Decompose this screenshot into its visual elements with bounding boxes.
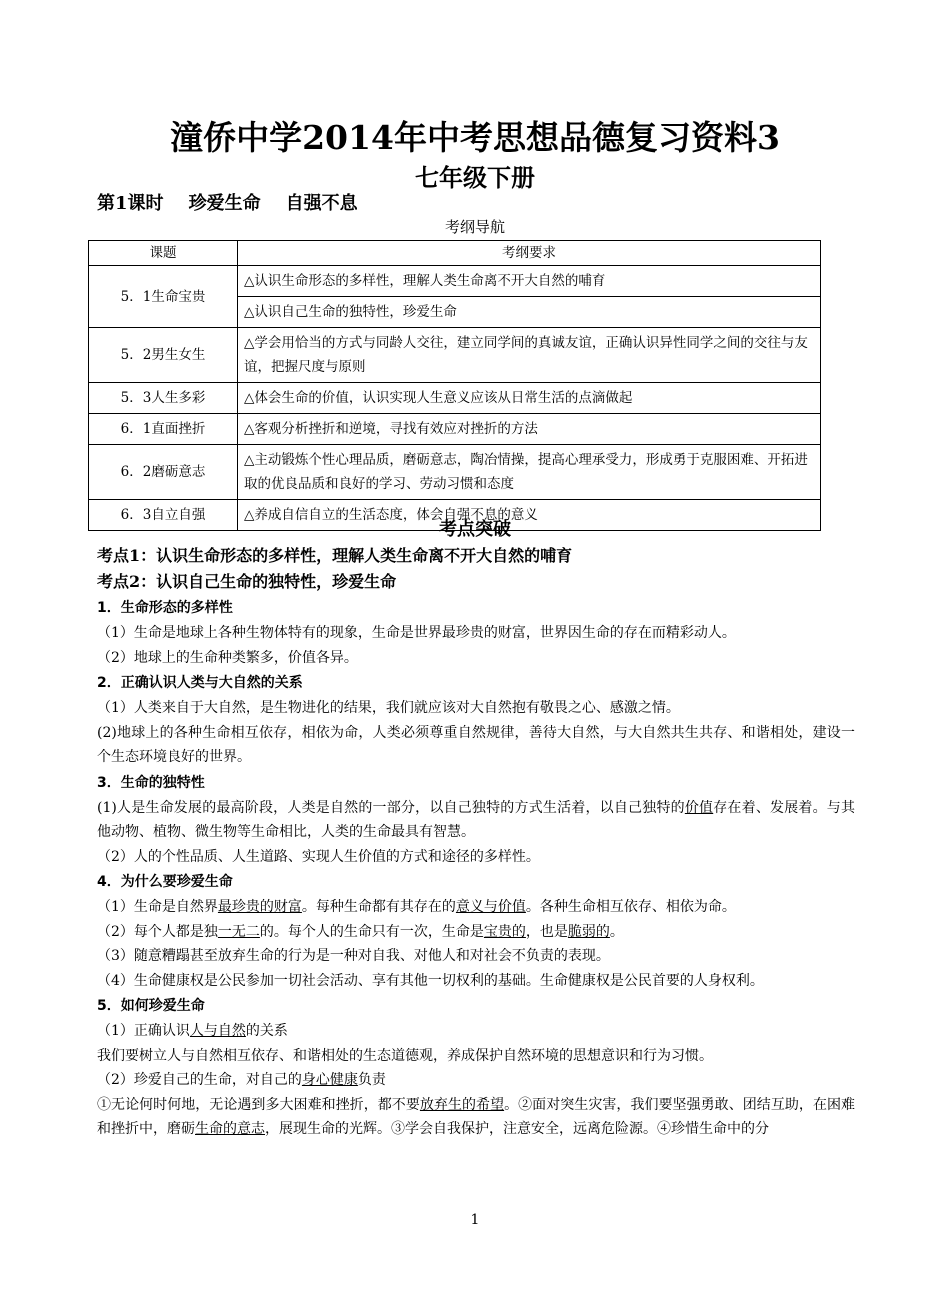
text-run: 负责 — [357, 1072, 386, 1088]
paragraph: （4）生命健康权是公民参加一切社会活动、享有其他一切权利的基础。生命健康权是公民首要的人身权利。 — [97, 972, 764, 989]
paragraph: 我们要树立人与自然相互依存、和谐相处的生态道德观，养成保护自然环境的思想意识和行为习惯。 — [97, 1047, 713, 1064]
table-row — [89, 266, 821, 297]
page-number: 1 — [470, 1212, 480, 1228]
paragraph — [97, 1093, 855, 1142]
document-subtitle: 七年级下册 — [415, 163, 535, 192]
section-heading: 3．生命的独特性 — [97, 774, 205, 791]
outline-caption: 考纲导航 — [444, 218, 505, 236]
topic-cell: 5．1生命宝贵 — [89, 266, 238, 328]
paragraph: （1）人类来自于大自然，是生物进化的结果，我们就应该对大自然抱有敬畏之心、感激之情。 — [97, 700, 680, 716]
paragraph: （2）地球上的生命种类繁多，价值各异。 — [97, 649, 358, 666]
section-heading: 5．如何珍爱生命 — [97, 998, 205, 1014]
topic-cell: 5．3人生多彩 — [89, 383, 238, 414]
underlined-term: 宝贵的 — [483, 923, 526, 940]
table-row — [89, 383, 821, 414]
paragraph — [97, 1068, 855, 1093]
paragraph — [97, 796, 855, 845]
text-run: 。 — [609, 923, 624, 940]
requirement-cell: △客观分析挫折和逆境，寻找有效应对挫折的方法 — [238, 414, 821, 445]
text-run: 的关系 — [245, 1023, 288, 1039]
document-title: 潼侨中学2014年中考思想品德复习资料3 — [170, 118, 780, 157]
text-run: ，也是 — [525, 923, 568, 940]
section-heading: 4．为什么要珍爱生命 — [97, 874, 233, 890]
underlined-term: 生命的意志 — [195, 1121, 265, 1137]
section-heading: 2．正确认识人类与大自然的关系 — [97, 675, 303, 691]
section-title: 考点突破 — [439, 519, 511, 540]
paragraph: （3）随意糟蹋甚至放弃生命的行为是一种对自我、对他人和对社会不负责的表现。 — [97, 948, 610, 964]
exam-point-2: 考点2：认识自己生命的独特性，珍爱生命 — [97, 572, 397, 591]
text-run: （2）珍爱自己的生命，对自己的 — [97, 1072, 302, 1088]
text-run: ，展现生命的光辉。③学会自我保护，注意安全，远离危险源。④珍惜生命中的分 — [265, 1121, 769, 1137]
exam-point-1: 考点1：认识生命形态的多样性，理解人类生命离不开大自然的哺育 — [97, 546, 573, 565]
topic-cell: 6．3自立自强 — [89, 500, 238, 531]
underlined-term: 意义与价值 — [455, 899, 526, 915]
paragraph: （1）生命是地球上各种生物体特有的现象，生命是世界最珍贵的财富，世界因生命的存在而精彩动人。 — [97, 625, 736, 641]
text-run: (1)人是生命发展的最高阶段，人类是自然的一部分，以自己独特的方式生活着，以自己独特的 — [97, 799, 685, 816]
underlined-term: 价值 — [684, 799, 714, 816]
requirement-cell: △主动锻炼个性心理品质，磨砺意志，陶冶情操，提高心理承受力，形成勇于克服困难、开拓进取的优良品质和良好的学习、劳动习惯和态度 — [238, 445, 821, 500]
underlined-term: 脆弱的 — [567, 923, 610, 940]
topic-cell: 6．1直面挫折 — [89, 414, 238, 445]
paragraph — [97, 920, 855, 945]
text-run: 存在着、发展着。与其他动物、植物、微生物等生命相比，人类的生命最具有智慧。 — [97, 799, 855, 840]
table-row — [89, 328, 821, 383]
topic-cell: 6．2磨砺意志 — [89, 445, 238, 500]
text-run: 的。每个人的生命只有一次，生命是 — [259, 923, 484, 940]
text-run: 。各种生命相互依存、相依为命。 — [525, 899, 736, 915]
underlined-term: 一无二 — [217, 923, 260, 940]
header-requirements: 考纲要求 — [238, 241, 821, 266]
paragraph — [97, 1019, 855, 1044]
requirement-cell: △养成自信自立的生活态度，体会自强不息的意义 — [238, 500, 821, 531]
requirement-cell: △认识自己生命的独特性，珍爱生命 — [238, 297, 821, 328]
paragraph — [97, 895, 855, 920]
outline-header-row — [89, 241, 821, 266]
underlined-term: 人与自然 — [189, 1023, 246, 1039]
text-run: （2）每个人都是独 — [97, 923, 218, 940]
table-row — [89, 414, 821, 445]
header-topic: 课题 — [89, 241, 238, 266]
underlined-term: 最珍贵的财富 — [217, 899, 302, 915]
document-body — [97, 543, 855, 1142]
text-run: 。每种生命都有其存在的 — [301, 899, 456, 915]
requirement-cell: △认识生命形态的多样性，理解人类生命离不开大自然的哺育 — [238, 266, 821, 297]
text-run: 。②面对突生灾害，我们要坚强勇敢、团结互助，在困难和挫折中，磨砺 — [97, 1096, 856, 1137]
paragraph: (2)地球上的各种生命相互依存，相依为命，人类必须尊重自然规律，善待大自然，与大自然共生共存、和谐相处，建设一个生态环境良好的世界。 — [97, 724, 855, 765]
paragraph: （2）人的个性品质、人生道路、实现人生价值的方式和途径的多样性。 — [97, 848, 540, 865]
topic-cell: 5．2男生女生 — [89, 328, 238, 383]
underlined-term: 放弃生的希望 — [419, 1096, 505, 1113]
table-row — [89, 445, 821, 500]
text-run: （1）正确认识 — [97, 1023, 190, 1039]
text-run: （1）生命是自然界 — [97, 899, 218, 915]
requirement-cell: △体会生命的价值，认识实现人生意义应该从日常生活的点滴做起 — [238, 383, 821, 414]
lesson-heading: 第1课时 珍爱生命 自强不息 — [97, 193, 358, 214]
section-heading: 1．生命形态的多样性 — [97, 600, 233, 616]
underlined-term: 身心健康 — [301, 1072, 358, 1088]
text-run: ①无论何时何地，无论遇到多大困难和挫折，都不要 — [97, 1096, 420, 1113]
outline-table — [88, 240, 821, 531]
requirement-cell: △学会用恰当的方式与同龄人交往，建立同学间的真诚友谊，正确认识异性同学之间的交往与友谊，把握尺度与原则 — [238, 328, 821, 383]
